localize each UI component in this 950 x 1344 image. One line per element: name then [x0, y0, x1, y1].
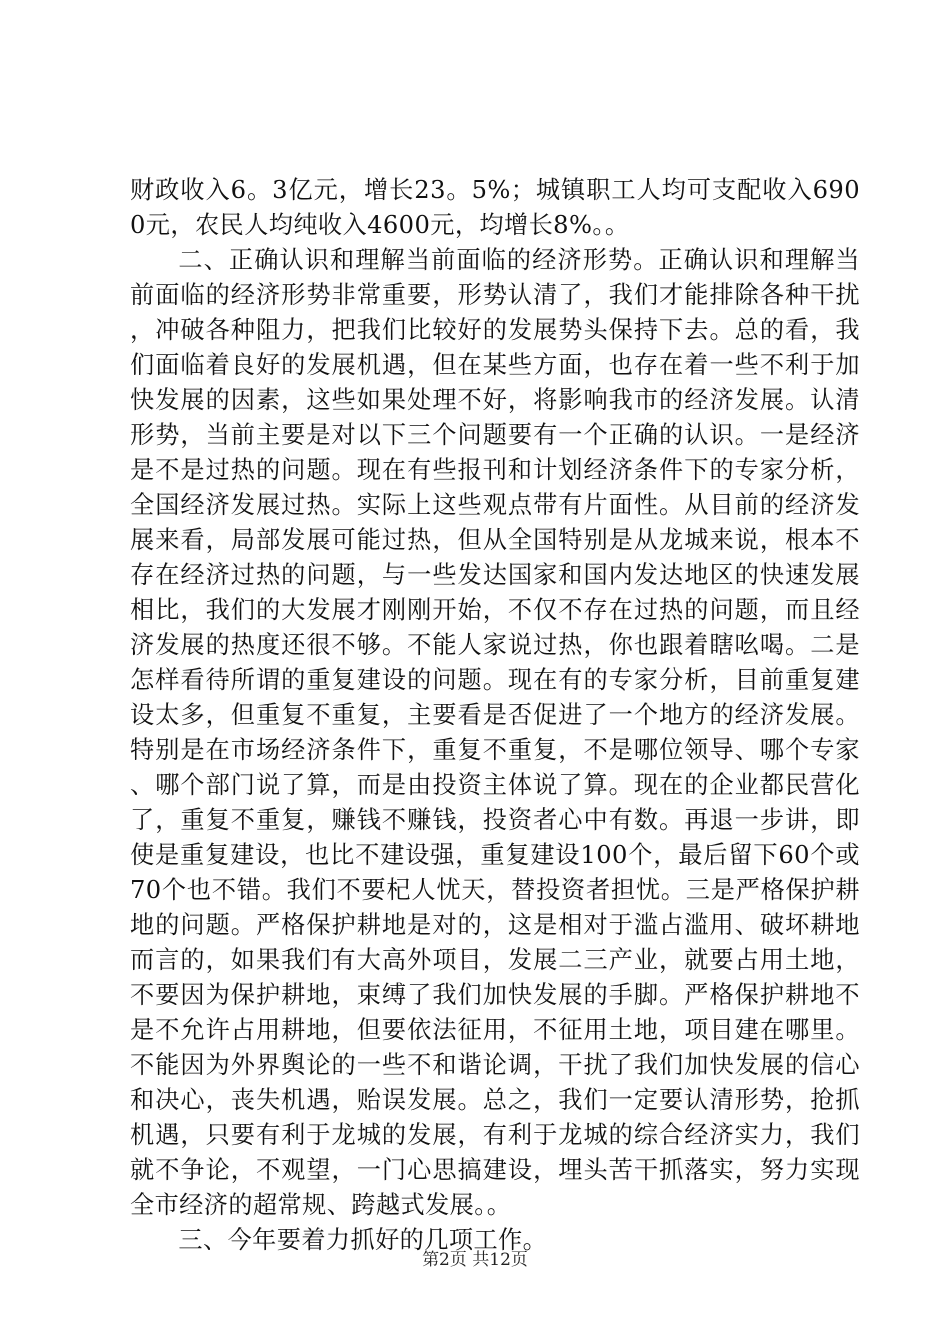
- page-number-footer: 第2页 共12页: [422, 1250, 528, 1270]
- paragraph-1: 财政收入6。3亿元，增长23。5%；城镇职工人均可支配收入6900元，农民人均纯收入4600元，均增长8%。。: [130, 176, 860, 239]
- paragraph-3: 三、今年要着力抓好的几项工作。: [178, 1226, 548, 1254]
- document-body: [130, 173, 860, 1258]
- paragraph-2: 二、正确认识和理解当前面临的经济形势。正确认识和理解当前面临的经济形势非常重要，形势认清了，我们才能排除各种干扰，冲破各种阻力，把我们比较好的发展势头保持下去。总的看，我们面临着良好的发展机遇，但在某些方面，也存在着一些不利于加快发展的因素，这些如果处理不好，将影响我市的经济发展。认清形势，当前主要是对以下三个问题要有一个正确的认识。一是经济是不是过热的问题。现在有些报刊和计划经济条件下的专家分析，全国经济发展过热。实际上这些观点带有片面性。从目前的经济发展来看，局部发展可能过热，但从全国特别是从龙城来说，根本不存在经济过热的问题，与一些发达国家和国内发达地区的快速发展相比，我们的大发展才刚刚开始，不仅不存在过热的问题，而且经济发展的热度还很不够。不能人家说过热，你也跟着瞎吆喝。二是怎样看待所谓的重复建设的问题。现在有的专家分析，目前重复建设太多，但重复不重复，主要看是否促进了一个地方的经济发展。特别是在市场经济条件下，重复不重复，不是哪位领导、哪个专家、哪个部门说了算，而是由投资主体说了算。现在的企业都民营化了，重复不重复，赚钱不赚钱，投资者心中有数。再退一步讲，即使是重复建设，也比不建设强，重复建设100个，最后留下60个或70个也不错。我们不要杞人忧天，替投资者担忧。三是严格保护耕地的问题。严格保护耕地是对的，这是相对于滥占滥用、破坏耕地而言的，如果我们有大高外项目，发展二三产业，就要占用土地，不要因为保护耕地，束缚了我们加快发展的手脚。严格保护耕地不是不允许占用耕地，但要依法征用，不征用土地，项目建在哪里。不能因为外界舆论的一些不和谐论调，干扰了我们加快发展的信心和决心，丧失机遇，贻误发展。总之，我们一定要认清形势，抢抓机遇，只要有利于龙城的发展，有利于龙城的综合经济实力，我们就不争论，不观望，一门心思搞建设，埋头苦干抓落实，努力实现全市经济的超常规、跨越式发展。。: [130, 246, 860, 1219]
